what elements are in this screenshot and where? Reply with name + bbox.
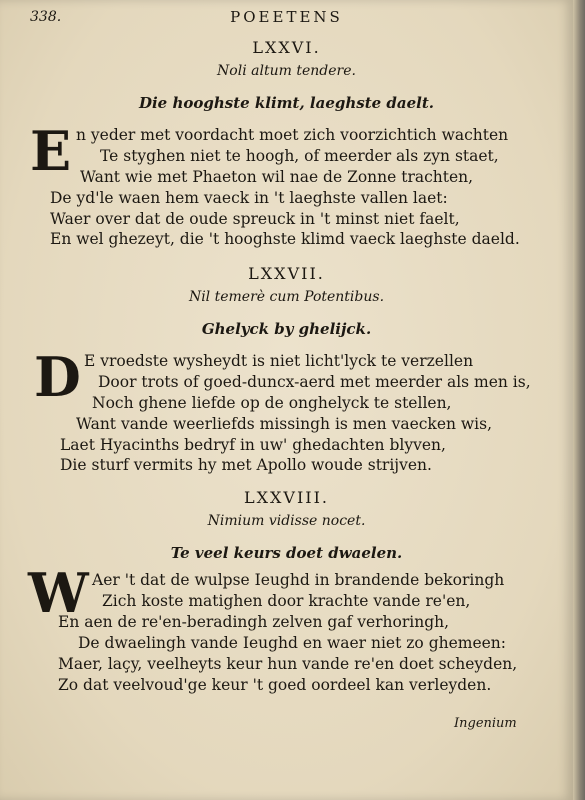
verse-line: Noch ghene liefde op de onghelyck te stellen, — [92, 394, 452, 412]
section-number: LXXVIII. — [243, 488, 329, 507]
catchword: Ingenium — [454, 716, 517, 731]
verse-line: En aen de re'en-beradingh zelven gaf verhoringh, — [58, 613, 450, 631]
section-subtitle: Ghelyck by ghelijck. — [201, 320, 372, 338]
verse-line: Te styghen niet te hoogh, of meerder als zyn staet, — [100, 147, 499, 165]
running-title: POEETENS — [230, 8, 343, 26]
page-edge — [573, 0, 585, 800]
section-motto: Nimium vidisse nocet. — [207, 513, 366, 529]
verse-line: n yeder met voordacht moet zich voorzichtich wachten — [76, 126, 509, 144]
verse-line: En wel ghezeyt, die 't hooghste klimd vaeck laeghste daeld. — [50, 230, 520, 248]
section-number: LXXVI. — [252, 38, 321, 57]
drop-cap: E — [30, 119, 72, 183]
drop-cap: W — [28, 561, 89, 625]
verse-line: Zo dat veelvoud'ge keur 't goed oordeel kan verleyden. — [58, 676, 492, 694]
verse-line: Aer 't dat de wulpse Ieughd in brandende bekoringh — [92, 571, 505, 589]
verse-line: Want wie met Phaeton wil nae de Zonne trachten, — [80, 168, 474, 186]
verse-line: Maer, laçy, veelheyts keur hun vande re'en doet scheyden, — [58, 655, 518, 673]
verse-line: Door trots of goed-duncx-aerd met meerder als men is, — [98, 373, 531, 391]
verse-line: Zich koste matighen door krachte vande re'en, — [102, 592, 471, 610]
verse-line: Laet Hyacinths bedryf in uw' ghedachten blyven, — [60, 436, 446, 454]
verse-line: De dwaelingh vande Ieughd en waer niet zo ghemeen: — [78, 634, 507, 652]
section-subtitle: Te veel keurs doet dwaelen. — [170, 544, 403, 562]
section-motto: Noli altum tendere. — [217, 63, 356, 79]
page-number: 338. — [30, 9, 62, 25]
verse-line: E vroedste wysheydt is niet licht'lyck te verzellen — [84, 352, 474, 370]
verse-line: Die sturf vermits hy met Apollo woude strijven. — [60, 456, 432, 474]
section-subtitle: Die hooghste klimt, laeghste daelt. — [138, 94, 435, 112]
verse-line: Waer over dat de oude spreuck in 't minst niet faelt, — [50, 210, 460, 228]
verse-line: Want vande weerliefds missingh is men vaecken wis, — [76, 415, 493, 433]
section-motto: Nil temerè cum Potentibus. — [188, 289, 385, 305]
section-number: LXXVII. — [248, 264, 325, 283]
verse-line: De yd'le waen hem vaeck in 't laeghste vallen laet: — [50, 189, 448, 207]
drop-cap: D — [34, 345, 81, 409]
